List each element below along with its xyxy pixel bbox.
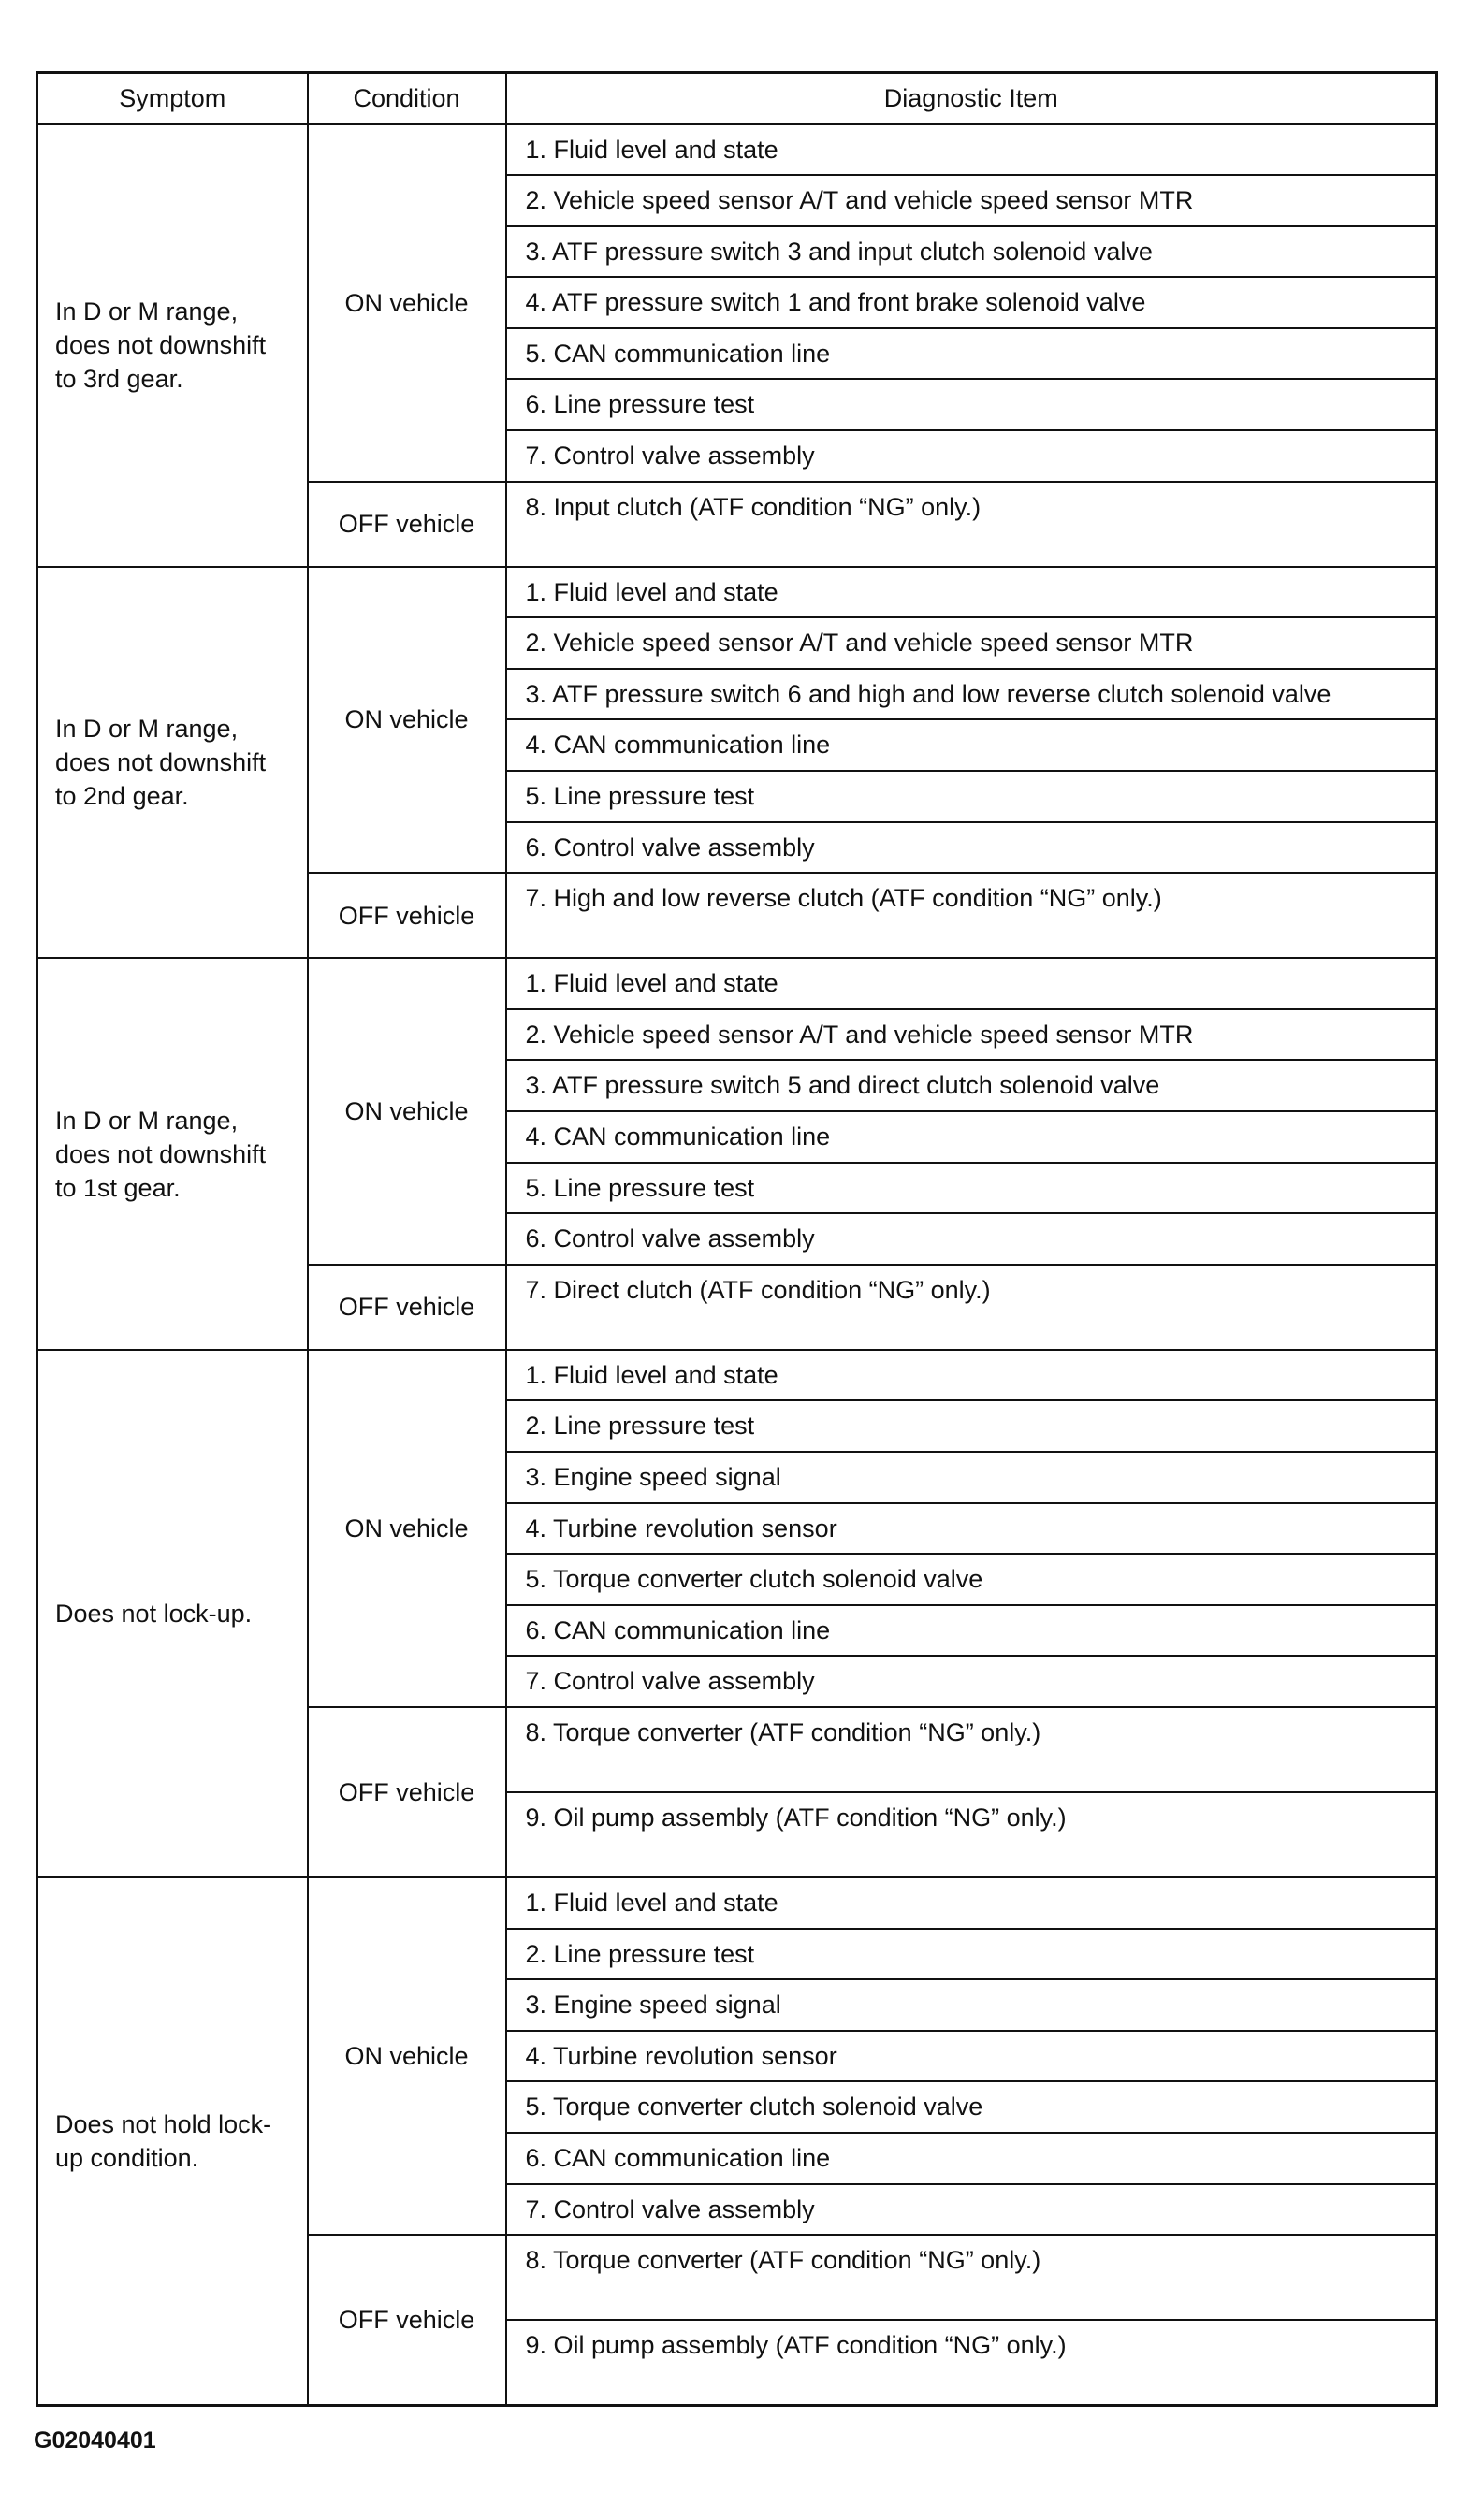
diagnostic-item [506, 1792, 1437, 1877]
diagnostic-item-text: 8. Input clutch (ATF condition “NG” only.) [525, 492, 982, 521]
diagnostic-item-text: 8. Torque converter (ATF condition “NG” only.) [525, 2246, 1041, 2275]
diagnostic-item-text: 7. Control valve assembly [525, 1667, 815, 1696]
diagnostic-item [506, 2320, 1437, 2405]
diagnostic-item-text: 4. Turbine revolution sensor [525, 1513, 837, 1542]
symptom-cell [37, 1350, 308, 1877]
figure-code: G02040401 [34, 2427, 156, 2454]
diagnostic-item [506, 1656, 1437, 1707]
diagnostic-item [506, 2184, 1437, 2236]
diagnostic-item [506, 1707, 1437, 1792]
symptom-text: In D or M range, does not downshift to 1st gear. [55, 1106, 267, 1202]
condition-off-vehicle: OFF vehicle [308, 1265, 506, 1350]
header-diagnostic-item: Diagnostic Item [506, 73, 1437, 124]
diagnostic-table [36, 71, 1438, 2407]
diagnostic-item [506, 1350, 1437, 1401]
diagnostic-item-text: 2. Vehicle speed sensor A/T and vehicle speed sensor MTR [525, 1020, 1194, 1049]
diagnostic-item-text: 6. Control valve assembly [525, 833, 815, 862]
diagnostic-item [506, 1929, 1437, 1980]
diagnostic-item-text: 6. CAN communication line [525, 1615, 831, 1644]
diagnostic-item [506, 1400, 1437, 1452]
diagnostic-item [506, 1265, 1437, 1350]
table-row [37, 1877, 1437, 1929]
diagnostic-item [506, 873, 1437, 958]
symptom-cell [37, 958, 308, 1350]
table-row [37, 958, 1437, 1009]
diagnostic-item-text: 3. ATF pressure switch 5 and direct clutch solenoid valve [525, 1071, 1160, 1100]
diagnostic-item-text: 4. CAN communication line [525, 731, 831, 760]
diagnostic-item-text: 1. Fluid level and state [525, 1360, 778, 1389]
diagnostic-item [506, 669, 1437, 720]
diagnostic-item [506, 1213, 1437, 1265]
diagnostic-item-text: 6. CAN communication line [525, 2143, 831, 2172]
header-symptom: Symptom [37, 73, 308, 124]
diagnostic-item-text: 9. Oil pump assembly (ATF condition “NG” only.) [525, 2331, 1067, 2360]
diagnostic-item-text: 9. Oil pump assembly (ATF condition “NG” only.) [525, 1803, 1067, 1832]
condition-on-vehicle: ON vehicle [308, 124, 506, 482]
diagnostic-item [506, 328, 1437, 380]
diagnostic-item-text: 1. Fluid level and state [525, 1888, 778, 1917]
diagnostic-item [506, 175, 1437, 226]
condition-on-vehicle: ON vehicle [308, 1350, 506, 1707]
symptom-text: Does not lock-up. [55, 1599, 253, 1628]
diagnostic-item [506, 771, 1437, 822]
diagnostic-item-text: 1. Fluid level and state [525, 969, 778, 998]
diagnostic-item [506, 1979, 1437, 2031]
diagnostic-item [506, 1009, 1437, 1061]
condition-off-vehicle: OFF vehicle [308, 1707, 506, 1877]
symptom-text: In D or M range, does not downshift to 3rd gear. [55, 297, 267, 394]
diagnostic-item [506, 277, 1437, 328]
diagnostic-item-text: 2. Vehicle speed sensor A/T and vehicle speed sensor MTR [525, 629, 1194, 658]
table-row [37, 1350, 1437, 1401]
diagnostic-item-text: 3. Engine speed signal [525, 1462, 781, 1491]
diagnostic-item [506, 1605, 1437, 1657]
table-row [37, 567, 1437, 618]
condition-on-vehicle: ON vehicle [308, 567, 506, 874]
diagnostic-item [506, 1452, 1437, 1503]
diagnostic-item-text: 5. Torque converter clutch solenoid valve [525, 2093, 983, 2122]
table-row [37, 124, 1437, 176]
diagnostic-item [506, 617, 1437, 669]
diagnostic-item-text: 1. Fluid level and state [525, 136, 778, 164]
diagnostic-item [506, 1111, 1437, 1163]
diagnostic-item-text: 5. Torque converter clutch solenoid valve [525, 1565, 983, 1594]
diagnostic-item-text: 3. ATF pressure switch 3 and input clutch solenoid valve [525, 237, 1153, 266]
diagnostic-item-text: 7. Control valve assembly [525, 442, 815, 471]
diagnostic-item-text: 6. Control valve assembly [525, 1224, 815, 1253]
diagnostic-item-text: 4. ATF pressure switch 1 and front brake solenoid valve [525, 288, 1146, 317]
diagnostic-item-text: 1. Fluid level and state [525, 577, 778, 606]
diagnostic-item [506, 2081, 1437, 2133]
diagnostic-item [506, 1877, 1437, 1929]
diagnostic-item-text: 5. Line pressure test [525, 782, 755, 811]
diagnostic-item-text: 7. Control valve assembly [525, 2194, 815, 2223]
diagnostic-item-text: 5. CAN communication line [525, 339, 831, 368]
diagnostic-item-text: 2. Line pressure test [525, 1412, 755, 1441]
symptom-text: Does not hold lock-up condition. [55, 2109, 272, 2172]
diagnostic-item [506, 430, 1437, 482]
diagnostic-item [506, 1554, 1437, 1605]
diagnostic-item-text: 2. Vehicle speed sensor A/T and vehicle speed sensor MTR [525, 186, 1194, 215]
symptom-text: In D or M range, does not downshift to 2nd gear. [55, 714, 267, 810]
diagnostic-item [506, 482, 1437, 567]
diagnostic-item-text: 7. High and low reverse clutch (ATF condition “NG” only.) [525, 884, 1162, 913]
diagnostic-item-text: 5. Line pressure test [525, 1173, 755, 1202]
diagnostic-item [506, 124, 1437, 176]
diagnostic-item [506, 379, 1437, 430]
diagnostic-item [506, 822, 1437, 874]
diagnostic-item-text: 4. Turbine revolution sensor [525, 2041, 837, 2070]
diagnostic-item [506, 226, 1437, 278]
diagnostic-item-text: 3. Engine speed signal [525, 1991, 781, 2020]
diagnostic-item-text: 8. Torque converter (ATF condition “NG” only.) [525, 1717, 1041, 1746]
diagnostic-item [506, 2133, 1437, 2184]
symptom-cell [37, 1877, 308, 2405]
table-body [37, 124, 1437, 2406]
diagnostic-item [506, 958, 1437, 1009]
diagnostic-item-text: 4. CAN communication line [525, 1122, 831, 1151]
diagnostic-item [506, 1060, 1437, 1111]
diagnostic-item [506, 1503, 1437, 1555]
diagnostic-item-text: 7. Direct clutch (ATF condition “NG” only.) [525, 1275, 991, 1304]
diagnostic-item [506, 719, 1437, 771]
diagnostic-item-text: 2. Line pressure test [525, 1939, 755, 1968]
diagnostic-item-text: 3. ATF pressure switch 6 and high and low reverse clutch solenoid valve [525, 679, 1331, 708]
table-header-row [37, 73, 1437, 124]
diagnostic-item [506, 2031, 1437, 2082]
condition-off-vehicle: OFF vehicle [308, 482, 506, 567]
diagnostic-item [506, 2235, 1437, 2320]
condition-off-vehicle: OFF vehicle [308, 873, 506, 958]
diagnostic-item [506, 1163, 1437, 1214]
condition-off-vehicle: OFF vehicle [308, 2235, 506, 2405]
symptom-cell [37, 124, 308, 567]
condition-on-vehicle: ON vehicle [308, 1877, 506, 2235]
diagnostic-item-text: 6. Line pressure test [525, 390, 755, 419]
condition-on-vehicle: ON vehicle [308, 958, 506, 1265]
header-condition: Condition [308, 73, 506, 124]
diagnostic-item [506, 567, 1437, 618]
symptom-cell [37, 567, 308, 959]
